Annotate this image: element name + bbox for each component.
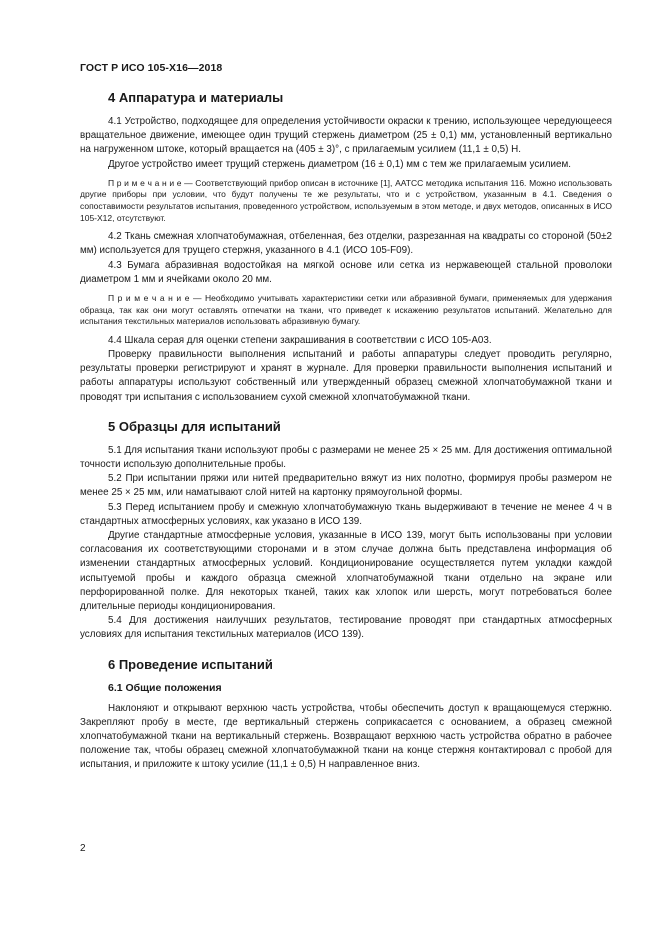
paragraph-5-4: 5.4 Для достижения наилучших результатов, тестирование проводят при стандартных атмосферных условиях для испытания текстильных материалов (ИСО 139). (80, 615, 612, 641)
paragraph-4-2: 4.2 Ткань смежная хлопчатобумажная, отбеленная, без отделки, разрезанная на квадраты со стороной (50±2 мм) используется для трущего стержня, указанного в 4.1 (ИСО 105-F09). (80, 231, 612, 257)
paragraph-4-3: 4.3 Бумага абразивная водостойкая на мягкой основе или сетка из нержавеющей стальной проволоки диаметром 1 мм и ячейками около 20 мм. (80, 259, 612, 285)
paragraph-5-1: 5.1 Для испытания ткани используют пробы с размерами не менее 25 × 25 мм. Для достижения оптимальной точности использую дополнительные пробы. (80, 444, 612, 470)
subsection-6-1-heading: 6.1 Общие положения (108, 681, 222, 694)
paragraph-4-1: 4.1 Устройство, подходящее для определения устойчивости окраски к трению, использующее чередующееся вращательное движение, имеющее один трущий стержень диаметром (25 ± 0,1) мм, установленный вертикально на нагруженном штоке, который вращается на (405 ± 3)°, с прилагаемым усилием (11,1 ± 0,5) Н. (80, 116, 612, 156)
paragraph-6-1: Наклоняют и открывают верхнюю часть устройства, чтобы обеспечить доступ к вращающемуся стержню. Закрепляют пробу в месте, где вертикальный стержень соприкасается с основанием, а образец смежной хлопчатобумажной ткани на вертикальный стержень. Возвращают верхнюю часть устройства обратно в рабочее положение так, чтобы образец смежной хлопчатобумажной ткани на конце стержня контактировал с пробой для испытания, и приложите к штоку усилие (11,1 ± 0,5) Н направленное вниз. (80, 702, 612, 771)
section-5-heading: 5 Образцы для испытаний (108, 418, 281, 434)
paragraph-5-3-alt: Другие стандартные атмосферные условия, указанные в ИСО 139, могут быть использованы при условии согласования их соответствующими сторонами и в этом случае должна быть представлена информация об изменении стандартных атмосферных условий. Кондиционирование осуществляется путем укладки каждой испытуемой пробы и каждого образца смежной хлопчатобумажной ткани отдельно на экране или перфорированной полке. Для некоторых тканей, таких как хлопок или шерсть, могут потребоваться более длительные периоды кондиционирования. (80, 530, 612, 613)
paragraph-4-4: 4.4 Шкала серая для оценки степени закрашивания в соответствии с ИСО 105-A03. (108, 334, 492, 346)
paragraph-4-verification: Проверку правильности выполнения испытаний и работы аппаратуры следует проводить регулярно, результаты проверки регистрируют и хранят в журнале. Для проверки правильности выполнения испытаний и работы аппаратуры используют собственный или утвержденный образец смежной хлопчатобумажной ткани и проводят три испытания с использованием сухой смежной хлопчатобумажной ткани. (80, 348, 612, 403)
note-1: П р и м е ч а н и е — Соответствующий прибор описан в источнике [1], AATCC методика испытания 116. Можно использовать другие приборы при условии, что будут получены те же результаты, что и с устройством, указанным в 4.1. Сведения о сопоставимости результатов испытания, проведенного устройством, используемым в этом методе, и двух методов, описанных в ИСО 105-X12, отсутствуют. (80, 177, 612, 223)
section-4-heading: 4 Аппаратура и материалы (108, 90, 284, 105)
page-content (80, 90, 612, 773)
paragraph-5-3: 5.3 Перед испытанием пробу и смежную хлопчатобумажную ткань выдерживают в течение не менее 4 ч в стандартных атмосферных условиях, как указано в ИСО 139. (80, 501, 612, 527)
paragraph-5-2: 5.2 При испытании пряжи или нитей предварительно вяжут из них полотно, формируя пробы размером не менее 25 × 25 мм, или наматывают слой нитей на картонку прямоугольной формы. (80, 473, 612, 499)
note-2: П р и м е ч а н и е — Необходимо учитывать характеристики сетки или абразивной бумаги, применяемых для удержания образца, так как они могут оставлять отпечатки на ткани, что приведет к искажению результатов испытаний. Желательно для испытания текстильных материалов использовать абразивную бумагу. (80, 293, 612, 327)
paragraph-4-1-alt: Другое устройство имеет трущий стержень диаметром (16 ± 0,1) мм с тем же прилагаемым усилием. (108, 158, 571, 170)
document-header: ГОСТ Р ИСО 105-X16—2018 (80, 62, 223, 74)
section-6-heading: 6 Проведение испытаний (108, 656, 273, 672)
page-number: 2 (80, 843, 86, 854)
